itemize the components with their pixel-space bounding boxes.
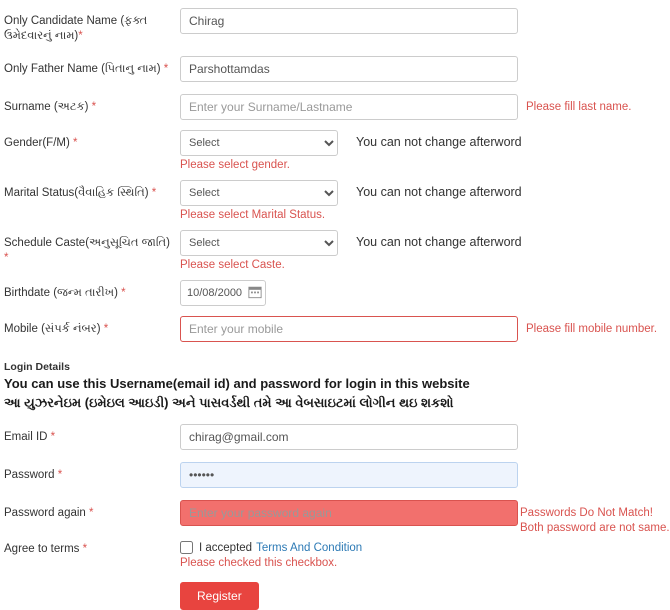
register-button[interactable]: Register bbox=[180, 582, 259, 610]
field-gender bbox=[180, 130, 664, 172]
label-surname-text: Surname (અટક) bbox=[4, 101, 89, 113]
label-email-text: Email ID bbox=[4, 431, 48, 443]
field-birthdate bbox=[180, 280, 664, 306]
field-mobile bbox=[180, 316, 664, 342]
birthdate-input[interactable] bbox=[180, 280, 266, 306]
gender-error: Please select gender. bbox=[180, 159, 290, 171]
label-gender-text: Gender(F/M) bbox=[4, 137, 70, 149]
login-details-line2: આ યુઝરનેઇમ (ઇમેઇલ આઇડી) અને પાસવર્ડથી તમે આ વેબસાઇટમાં લોગીન થઇ શકશો bbox=[4, 395, 454, 410]
label-password-text: Password bbox=[4, 469, 55, 481]
required-marker: * bbox=[4, 252, 9, 264]
label-marital-status-text: Marital Status(વૈવાહિક સ્થિતિ) bbox=[4, 187, 149, 199]
label-gender bbox=[4, 130, 180, 151]
candidate-name-input[interactable] bbox=[180, 8, 518, 34]
terms-error: Please checked this checkbox. bbox=[180, 557, 338, 569]
field-row-email bbox=[0, 424, 664, 450]
marital-status-note: You can not change afterword bbox=[356, 185, 522, 199]
label-email bbox=[4, 424, 180, 445]
gender-note: You can not change afterword bbox=[356, 135, 522, 149]
label-password-again-text: Password again bbox=[4, 507, 86, 519]
field-submit bbox=[180, 582, 664, 610]
required-marker: * bbox=[73, 137, 78, 149]
submit-label-spacer bbox=[4, 582, 180, 588]
surname-error: Please fill last name. bbox=[526, 101, 632, 113]
field-password-again bbox=[180, 500, 670, 534]
marital-status-select[interactable] bbox=[180, 180, 338, 206]
father-name-input[interactable] bbox=[180, 56, 518, 82]
label-marital-status bbox=[4, 180, 180, 201]
password-mismatch-error: Passwords Do Not Match! bbox=[520, 507, 653, 519]
schedule-caste-error: Please select Caste. bbox=[180, 259, 285, 271]
schedule-caste-note: You can not change afterword bbox=[356, 235, 522, 249]
terms-checkbox-line bbox=[180, 536, 664, 554]
login-details-block bbox=[0, 360, 664, 412]
required-marker: * bbox=[50, 431, 56, 443]
terms-accept-text: I accepted bbox=[199, 541, 253, 554]
field-row-candidate-name bbox=[0, 8, 664, 44]
label-birthdate bbox=[4, 280, 180, 301]
field-row-father-name bbox=[0, 56, 664, 82]
login-details-title: Login Details bbox=[4, 361, 70, 373]
field-row-password bbox=[0, 462, 664, 488]
field-marital-status bbox=[180, 180, 664, 222]
label-password bbox=[4, 462, 180, 483]
label-birthdate-text: Birthdate (જન્મ તારીખ) bbox=[4, 287, 118, 299]
password-again-error-block bbox=[520, 500, 670, 536]
required-marker: * bbox=[121, 287, 126, 299]
marital-status-error: Please select Marital Status. bbox=[180, 209, 326, 221]
label-schedule-caste bbox=[4, 230, 180, 266]
field-row-schedule-caste bbox=[0, 230, 664, 272]
surname-input[interactable] bbox=[180, 94, 518, 120]
password-input[interactable] bbox=[180, 462, 518, 488]
field-password bbox=[180, 462, 664, 488]
required-marker: * bbox=[91, 101, 97, 113]
field-email bbox=[180, 424, 664, 450]
field-row-gender bbox=[0, 130, 664, 172]
required-marker: * bbox=[89, 507, 94, 519]
mobile-error: Please fill mobile number. bbox=[526, 323, 658, 335]
login-details-line1: You can use this Username(email id) and password for login in this website bbox=[4, 376, 470, 391]
required-marker: * bbox=[151, 187, 157, 199]
field-surname bbox=[180, 94, 664, 120]
required-marker: * bbox=[57, 469, 63, 481]
label-mobile bbox=[4, 316, 180, 337]
field-candidate-name bbox=[180, 8, 664, 34]
label-father-name-text: Only Father Name (પિતાનુ નામ) bbox=[4, 63, 161, 75]
gender-select[interactable] bbox=[180, 130, 338, 156]
label-mobile-text: Mobile (સંપર્ક નંબર) bbox=[4, 323, 101, 335]
field-row-surname bbox=[0, 94, 664, 120]
field-father-name bbox=[180, 56, 664, 82]
label-password-again bbox=[4, 500, 180, 521]
label-terms bbox=[4, 536, 180, 557]
terms-and-condition-link[interactable]: Terms And Condition bbox=[256, 541, 363, 554]
field-row-password-again bbox=[0, 500, 670, 534]
field-row-terms bbox=[0, 536, 664, 570]
label-candidate-name-text: Only Candidate Name (ફક્ત ઉમેદવારનું નામ) bbox=[4, 15, 148, 42]
label-terms-text: Agree to terms bbox=[4, 543, 80, 555]
field-row-submit bbox=[0, 582, 664, 610]
mobile-input[interactable] bbox=[180, 316, 518, 342]
field-row-birthdate bbox=[0, 280, 664, 306]
terms-checkbox[interactable] bbox=[180, 541, 193, 554]
field-terms bbox=[180, 536, 664, 570]
required-marker: * bbox=[82, 543, 88, 555]
label-father-name bbox=[4, 56, 180, 77]
label-schedule-caste-text: Schedule Caste(અનુસૂચિત જાતિ) bbox=[4, 237, 170, 249]
required-marker: * bbox=[163, 63, 169, 75]
email-input[interactable] bbox=[180, 424, 518, 450]
schedule-caste-select[interactable] bbox=[180, 230, 338, 256]
label-surname bbox=[4, 94, 180, 115]
required-marker: * bbox=[103, 323, 109, 335]
required-marker: * bbox=[78, 30, 83, 42]
field-schedule-caste bbox=[180, 230, 664, 272]
password-again-input[interactable] bbox=[180, 500, 518, 526]
label-candidate-name bbox=[4, 8, 180, 44]
field-row-mobile bbox=[0, 316, 664, 342]
password-mismatch-error-2: Both password are not same. bbox=[520, 522, 670, 534]
field-row-marital-status bbox=[0, 180, 664, 222]
